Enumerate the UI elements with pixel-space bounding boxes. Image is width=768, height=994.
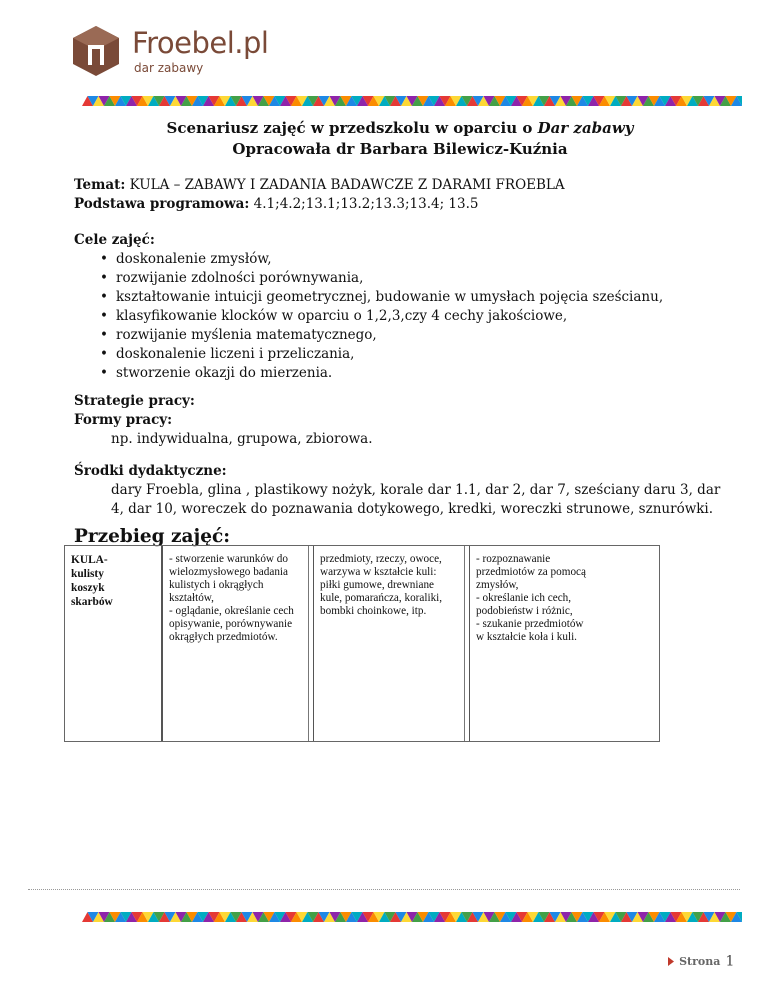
cell-line: koszyk <box>71 582 105 594</box>
title-prefix: Scenariusz zajęć w przedszkolu w oparciu o <box>166 119 538 137</box>
cell-line: bombki choinkowe, itp. <box>320 605 427 617</box>
basis-label: Podstawa programowa: <box>74 196 250 212</box>
page-label: Strona <box>679 955 721 968</box>
list-item: • doskonalenie liczeni i przeliczania, <box>74 345 663 364</box>
aids-label: Środki dydaktyczne: <box>74 463 227 479</box>
cell-line: przedmioty, rzeczy, owoce, <box>320 553 442 565</box>
plan-cell-materials <box>313 546 465 741</box>
cell-line: KULA- <box>71 554 108 566</box>
goals-section <box>74 231 663 383</box>
list-item: • doskonalenie zmysłów, <box>74 250 663 269</box>
cell-line: - rozpoznawanie <box>476 553 551 565</box>
list-item: • rozwijanie myślenia matematycznego, <box>74 326 663 345</box>
cell-line: - stworzenie warunków do <box>169 553 288 565</box>
cell-line: podobieństw i różnic, <box>476 605 573 617</box>
plan-heading: Przebieg zajęć: <box>74 526 231 547</box>
footer-divider <box>28 889 740 890</box>
cell-line: zmysłów, <box>476 579 519 591</box>
cell-line: - szukanie przedmiotów <box>476 618 584 630</box>
cube-logo-icon <box>70 24 122 78</box>
basis-line <box>74 195 565 214</box>
cell-line: - oglądanie, określanie cech <box>169 605 294 617</box>
plan-table <box>64 545 660 742</box>
aids-section <box>74 462 731 519</box>
topic-value: KULA – ZABAWY I ZADANIA BADAWCZE Z DARAMI FROEBLA <box>125 177 565 193</box>
cell-line: opisywanie, porównywanie <box>169 618 293 630</box>
froebel-logo[interactable] <box>70 24 270 80</box>
cell-line: warzywa w kształcie kuli: <box>320 566 437 578</box>
cell-line: okrągłych przedmiotów. <box>169 631 278 643</box>
decorative-band-bottom <box>82 912 742 922</box>
aids-value: dary Froebla, glina , plastikowy nożyk, korale dar 1.1, dar 2, dar 7, sześciany daru 3, dar 4, dar 10, woreczek do poznawania dotykowego, kredki, woreczki strunowe, sznurówki. <box>111 482 721 517</box>
basis-value: 4.1;4.2;13.1;13.2;13.3;13.4; 13.5 <box>249 196 479 212</box>
list-item: • kształtowanie intuicji geometrycznej, budowanie w umysłach pojęcia sześcianu, <box>74 288 663 307</box>
goals-label: Cele zajęć: <box>74 232 155 248</box>
topic-section <box>74 176 565 214</box>
list-item: • stworzenie okazji do mierzenia. <box>74 364 663 383</box>
goals-list <box>74 250 663 383</box>
cell-line: kule, pomarańcza, koraliki, <box>320 592 443 604</box>
title-author: Opracowała dr Barbara Bilewicz-Kuźnia <box>232 140 568 158</box>
list-item: • klasyfikowanie klocków w oparciu o 1,2,3,czy 4 cechy jakościowe, <box>74 307 663 326</box>
plan-cell-goals <box>162 546 309 741</box>
title-line-1 <box>0 118 768 139</box>
decorative-band-top <box>82 96 742 106</box>
triangle-right-icon <box>668 957 674 966</box>
forms-label: Formy pracy: <box>74 412 173 428</box>
cell-line: kulisty <box>71 568 104 580</box>
plan-cell-topic <box>65 546 162 741</box>
document-title <box>0 118 768 160</box>
cell-line: kulistych i okrągłych kształtów, <box>169 579 264 604</box>
plan-cell-activities <box>469 546 617 741</box>
cell-line: piłki gumowe, drewniane <box>320 579 435 591</box>
cell-line: - określanie ich cech, <box>476 592 572 604</box>
title-italic: Dar zabawy <box>537 119 634 137</box>
brand-tagline: dar zabawy <box>134 61 204 75</box>
list-item: • rozwijanie zdolności porównywania, <box>74 269 663 288</box>
topic-label: Temat: <box>74 177 126 193</box>
page-number-value: 1 <box>725 953 735 970</box>
cell-line: w kształcie koła i kuli. <box>476 631 577 643</box>
strategy-label: Strategie pracy: <box>74 393 195 409</box>
cell-line: skarbów <box>71 596 113 608</box>
cell-line: przedmiotów za pomocą <box>476 566 586 578</box>
page-number <box>668 951 734 970</box>
brand-name: Froebel.pl <box>132 26 269 60</box>
topic-line <box>74 176 565 195</box>
forms-value: np. indywidualna, grupowa, zbiorowa. <box>111 431 373 447</box>
cell-line: wielozmysłowego badania <box>169 566 288 578</box>
strategies-section <box>74 392 373 449</box>
